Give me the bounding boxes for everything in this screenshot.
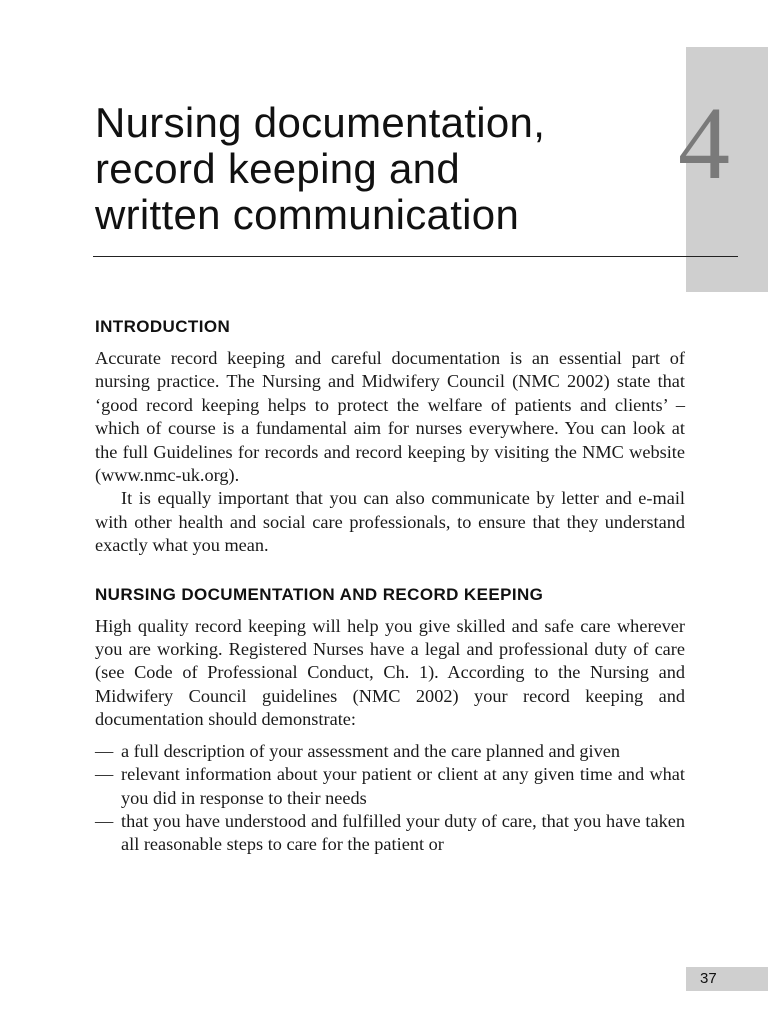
section-heading-introduction: INTRODUCTION: [95, 317, 231, 336]
list-item-text: relevant information about your patient or client at any given time and what you did in response to their needs: [121, 764, 685, 808]
title-divider: [93, 256, 738, 257]
chapter-number: 4: [678, 86, 730, 201]
demonstrate-list: [95, 740, 685, 857]
page-number-box: [686, 967, 768, 991]
list-item: [95, 810, 685, 857]
chapter-title-line: written communication: [95, 191, 520, 238]
documentation-paragraph: High quality record keeping will help you give skilled and safe care wherever you are working. Registered Nurses have a legal and professional duty of care (see Code of Professional Conduct, Ch. 1). According to the Nursing and Midwifery Council guidelines (NMC 2002) your record keeping and documentation should demonstrate:: [95, 615, 685, 730]
chapter-title-line: Nursing documentation,: [95, 99, 546, 146]
dash-bullet: —: [95, 764, 114, 785]
list-item-text: that you have understood and fulfilled your duty of care, that you have taken all reasonable steps to care for the patient or: [121, 810, 685, 855]
dash-bullet: —: [95, 740, 114, 761]
chapter-title-line: record keeping and: [95, 145, 460, 192]
intro-paragraph-1: Accurate record keeping and careful documentation is an essential part of nursing practice. The Nursing and Midwifery Council (NMC 2002) state that ‘good record keeping helps to protect the welfare of patients and clients’ – which of course is a fundamental aim for nurses everywhere. You can look at the full Guidelines for records and record keeping by visiting the NMC website (www.nmc-uk.org).: [95, 348, 685, 486]
chapter-title: [95, 100, 655, 238]
list-item-text: a full description of your assessment and the care planned and given: [121, 740, 621, 761]
dash-bullet: —: [95, 810, 114, 831]
section-heading-documentation: NURSING DOCUMENTATION AND RECORD KEEPING: [95, 584, 544, 604]
list-item: [95, 763, 685, 810]
intro-paragraph-2: It is equally important that you can also communicate by letter and e-mail with other health and social care professionals, to ensure that they understand exactly what you mean.: [95, 488, 685, 556]
main-content: [95, 316, 685, 857]
list-item: [95, 740, 685, 763]
page-number: 37: [700, 970, 717, 987]
